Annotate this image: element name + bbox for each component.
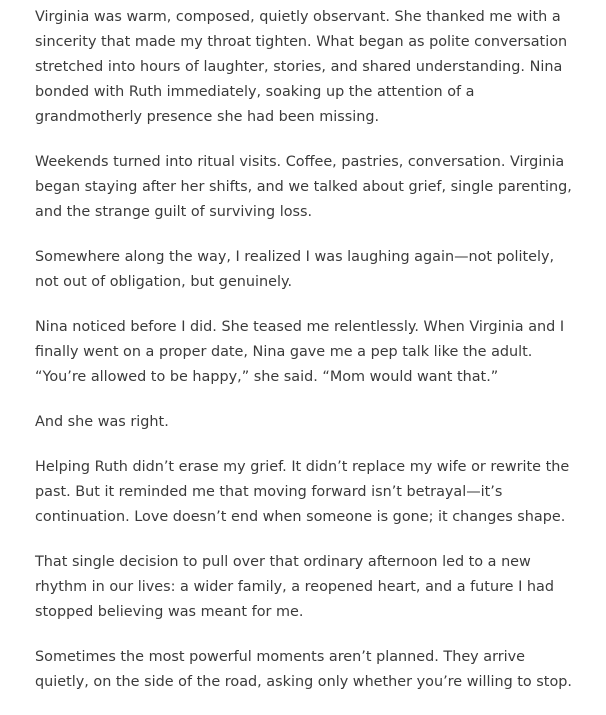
article-body	[35, 5, 580, 715]
paragraph: That single decision to pull over that ordinary afternoon led to a new rhythm in our lives: a wider family, a reopened heart, and a future I had stopped believing was meant for me.	[35, 554, 554, 620]
paragraph: Weekends turned into ritual visits. Coffee, pastries, conversation. Virginia began staying after her shifts, and we talked about grief, single parenting, and the strange guilt of surviving loss.	[35, 154, 572, 220]
paragraph: Virginia was warm, composed, quietly observant. She thanked me with a sincerity that made my throat tighten. What began as polite conversation stretched into hours of laughter, stories, and shared understanding. Nina bonded with Ruth immediately, soaking up the attention of a grandmotherly presence she had been missing.	[35, 9, 568, 125]
paragraph: Nina noticed before I did. She teased me relentlessly. When Virginia and I finally went on a proper date, Nina gave me a pep talk like the adult. “You’re allowed to be happy,” she said. “Mom would want that.”	[35, 319, 565, 385]
paragraph: And she was right.	[35, 414, 169, 430]
paragraph: Helping Ruth didn’t erase my grief. It didn’t replace my wife or rewrite the past. But it reminded me that moving forward isn’t betrayal—it’s continuation. Love doesn’t end when someone is gone; it changes shape.	[35, 459, 570, 525]
paragraph: Somewhere along the way, I realized I was laughing again—not politely, not out of obligation, but genuinely.	[35, 249, 555, 290]
paragraph: Sometimes the most powerful moments aren’t planned. They arrive quietly, on the side of the road, asking only whether you’re willing to stop.	[35, 649, 572, 690]
